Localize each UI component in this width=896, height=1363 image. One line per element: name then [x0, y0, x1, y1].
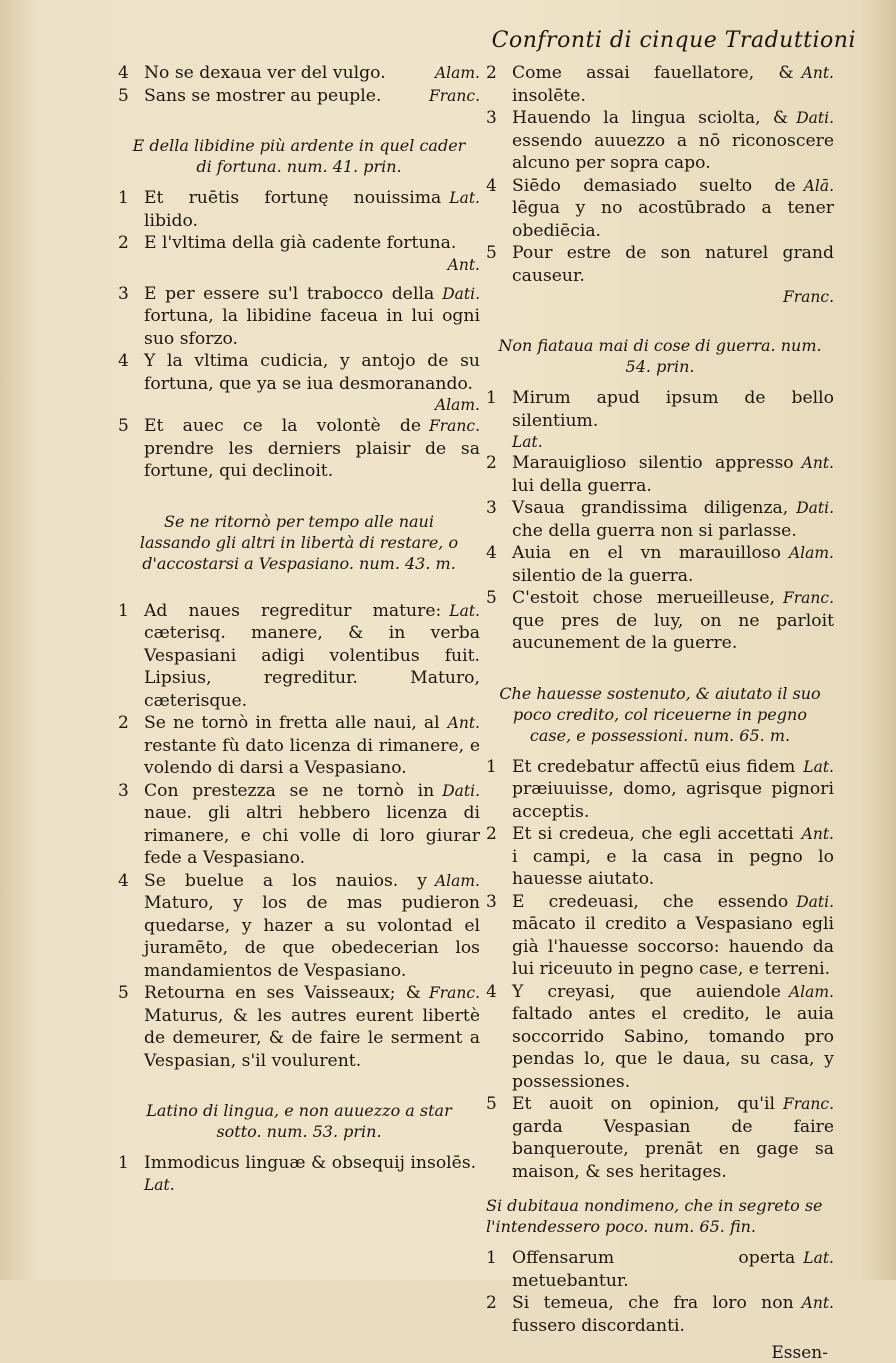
translation-entry	[486, 1247, 834, 1292]
entry-body: Pour estre de son naturel grand causeur.	[512, 243, 834, 286]
entry-body: Et credebatur affectū eius fidem præiuuisse, domo, agrisque pignori acceptis.	[512, 756, 834, 822]
entry-body: Vsaua grandissima diligenza, che della guerra non si parlasse.	[512, 498, 797, 541]
entry-text	[512, 981, 834, 1094]
entry-body: E per essere su'l trabocco della fortuna, la libidine faceua in lui ogni suo sforzo.	[144, 283, 480, 349]
catchword: Essen-	[771, 1343, 828, 1363]
entry-text	[144, 350, 480, 395]
translator-tag: Franc.	[429, 86, 480, 105]
translator-tag: Ant.	[801, 64, 834, 82]
translator-tag: Lat.	[512, 433, 543, 451]
entry-number: 1	[486, 388, 497, 408]
translation-entry	[118, 982, 480, 1072]
translator-tag: Dati.	[442, 284, 480, 303]
section-heading: Si dubitaua nondimeno, che in segreto se l'intendessero poco. num. 65. fin.	[486, 1196, 823, 1236]
translation-entry	[486, 1292, 834, 1337]
translator-tag: Lat.	[144, 1175, 175, 1194]
entry-body: Se ne tornò in fretta alle naui, al restante fù dato licenza di rimanere, e volendo di darsi a Vespasiano.	[144, 713, 480, 778]
entry-body: Marauiglioso silentio appresso lui della guerra.	[512, 453, 794, 496]
section-heading: Latino di lingua, e non auuezzo a star sotto. num. 53. prin.	[146, 1101, 452, 1141]
translation-entry	[486, 497, 834, 542]
entry-number: 2	[486, 1293, 497, 1313]
entry-number: 4	[486, 175, 497, 196]
entry-body: Ad naues regreditur mature: cæterisq. manere, & in verba Vespasiani adigi volentibus fuit. Lipsius, regreditur. Maturo, cæterisque.	[144, 600, 480, 711]
translation-entry	[118, 187, 480, 232]
entry-text	[512, 175, 834, 243]
translation-entry	[486, 62, 834, 107]
entry-text	[144, 780, 480, 870]
entry-text	[512, 497, 834, 542]
entry-number: 3	[486, 498, 497, 518]
translator-tag: Lat.	[449, 601, 480, 620]
entry-number: 1	[486, 756, 497, 777]
entry-number: 2	[118, 713, 129, 733]
translator-tag: Dati.	[796, 499, 834, 517]
translation-entry	[486, 542, 834, 587]
entry-body: Offensarum operta metuebantur.	[512, 1248, 796, 1291]
entry-text	[512, 823, 834, 891]
entry-body: Et auec ce la volontè de prendre les derniers plaisir de sa fortune, qui declinoit.	[144, 416, 480, 481]
entry-text	[512, 242, 834, 287]
entry-body: E l'vltima della già cadente fortuna.	[144, 233, 457, 253]
entry-text	[144, 187, 480, 232]
translator-tag: Lat.	[803, 757, 834, 776]
translator-tag: Ant.	[447, 714, 480, 732]
entry-text	[144, 283, 480, 351]
translation-entry	[118, 283, 480, 351]
entry-body: Se buelue a los nauios. y Maturo, y los de mas pudieron quedarse, y hazer a su volontad el juramēto, de que obedecerian los mandamientos de Vespasiano.	[144, 870, 480, 981]
entry-body: Hauendo la lingua sciolta, & essendo auuezzo a nō riconoscere alcuno per sopra capo.	[512, 108, 834, 173]
translator-tag: Alā.	[803, 176, 834, 195]
section-heading: E della libidine più ardente in quel cader di fortuna. num. 41. prin.	[132, 136, 466, 176]
translation-entry	[118, 712, 480, 780]
translation-entry	[118, 1152, 480, 1195]
translator-tag: Franc.	[783, 288, 834, 306]
translator-tag: Ant.	[447, 255, 480, 274]
translation-entry	[118, 780, 480, 870]
entry-body: Auia en el vn marauilloso silentio de la guerra.	[512, 543, 781, 586]
entry-body: Y creyasi, que auiendole faltado antes el credito, le auia soccorrido Sabino, tomando pro pendas lo, que le daua, su casa, y possessiones.	[512, 981, 834, 1092]
entry-text	[512, 452, 834, 497]
entry-text	[512, 1093, 834, 1183]
entry-body: Con prestezza se ne tornò in naue. gli altri hebbero licenza di rimanere, e chi volle di loro giurar fede a Vespasiano.	[144, 780, 480, 868]
entry-text	[144, 982, 480, 1072]
translator-tag: Franc.	[783, 1095, 834, 1113]
spacer	[486, 307, 834, 323]
translation-entry	[486, 587, 834, 655]
entry-body: Et auoit on opinion, qu'il garda Vespasian de faire banqueroute, prenāt en gage sa maison, & ses heritages.	[512, 1094, 834, 1182]
entry-number: 5	[486, 243, 497, 263]
entry-number: 2	[118, 233, 129, 253]
spacer	[486, 655, 834, 671]
entry-text	[512, 587, 834, 655]
translation-entry	[486, 242, 834, 307]
translator-tag: Ant.	[801, 1294, 834, 1312]
entry-number: 4	[486, 981, 497, 1002]
entry-number: 1	[118, 1153, 129, 1173]
entry-body: Y la vltima cudicia, y antojo de su fortuna, que ya se iua desmoranando.	[144, 351, 480, 394]
translator-tag: Ant.	[801, 825, 834, 843]
entry-text	[512, 62, 834, 107]
translator-tag: Alam.	[434, 64, 480, 82]
section-heading: Se ne ritornò per tempo alle naui lassando gli altri in libertà di restare, o d'accostarsi a Vespasiano. num. 43. m.	[139, 511, 459, 573]
entry-number: 2	[486, 63, 497, 83]
spacer	[118, 107, 480, 123]
translation-entry	[486, 107, 834, 175]
translator-tag: Lat.	[803, 1249, 834, 1267]
entry-text	[512, 891, 834, 981]
entry-number: 3	[118, 780, 129, 801]
translator-tag: Alam.	[788, 982, 834, 1001]
translation-entry	[486, 981, 834, 1094]
entry-body: Immodicus linguæ & obsequij insolēs.	[144, 1153, 477, 1173]
spacer	[118, 483, 480, 499]
translation-entry	[486, 175, 834, 243]
entry-number: 5	[486, 1094, 497, 1114]
entry-text	[144, 870, 480, 983]
spacer	[118, 1072, 480, 1088]
entry-text	[144, 85, 480, 108]
entry-number: 4	[118, 63, 129, 83]
entry-number: 5	[118, 416, 129, 436]
entry-body: Et ruētis fortunę nouissima libido.	[144, 188, 442, 231]
translation-entry	[486, 1093, 834, 1183]
entry-number: 2	[486, 453, 497, 473]
translation-entry	[118, 870, 480, 983]
entry-number: 3	[118, 283, 129, 304]
entry-text	[512, 1247, 834, 1292]
entry-text	[512, 107, 834, 175]
translator-tag: Dati.	[796, 109, 834, 127]
translation-entry	[486, 756, 834, 824]
translation-entry	[118, 415, 480, 483]
entry-text	[144, 62, 480, 85]
translation-entry	[118, 600, 480, 713]
entry-number: 2	[486, 824, 497, 844]
translation-entry	[486, 452, 834, 497]
entry-number: 4	[486, 543, 497, 563]
translator-tag: Alam.	[434, 871, 480, 890]
entry-body: Et si credeua, che egli accettati i campi, e la casa in pegno lo hauesse aiutato.	[512, 824, 834, 889]
entry-number: 3	[486, 891, 497, 912]
entry-number: 1	[118, 188, 129, 208]
translation-entry	[486, 891, 834, 981]
spacer	[118, 275, 480, 283]
entry-body: Sans se mostrer au peuple.	[144, 85, 382, 106]
left-column	[118, 62, 480, 1195]
section-heading: Che hauesse sostenuto, & aiutato il suo poco credito, col riceuerne in pegno case, e possessioni. num. 65. m.	[499, 683, 821, 745]
entry-body: Come assai fauellatore, & insolēte.	[512, 63, 794, 106]
entry-number: 5	[118, 85, 129, 106]
entry-text	[512, 387, 834, 432]
entry-body: C'estoit chose merueilleuse, que pres de luy, on ne parloit aucunement de la guerre.	[512, 588, 834, 653]
translator-tag: Dati.	[442, 781, 480, 800]
entry-text	[512, 1292, 834, 1337]
entry-body: Mirum apud ipsum de bello silentium.	[512, 388, 834, 431]
translation-entry	[118, 232, 480, 275]
translation-entry	[118, 350, 480, 415]
translator-tag: Lat.	[449, 189, 480, 207]
entry-text	[144, 1152, 480, 1175]
translator-tag: Alam.	[788, 544, 834, 562]
section-heading: Non fiataua mai di cose di guerra. num. 54. prin.	[498, 336, 822, 376]
entry-number: 5	[486, 588, 497, 608]
entry-text	[144, 600, 480, 713]
entry-body: Si temeua, che fra loro non fussero discordanti.	[512, 1293, 794, 1336]
entry-text	[512, 756, 834, 824]
entry-text	[144, 712, 480, 780]
entry-number: 3	[486, 108, 497, 128]
entry-text	[512, 542, 834, 587]
entry-number: 4	[118, 351, 129, 371]
entry-body: Siēdo demasiado suelto de lēgua y no acostūbrado a tener obediēcia.	[512, 175, 834, 241]
translation-entry	[486, 823, 834, 891]
translator-tag: Alam.	[434, 396, 480, 414]
entry-number: 1	[118, 600, 129, 621]
entry-body: No se dexaua ver del vulgo.	[144, 63, 386, 83]
translation-entry	[118, 62, 480, 85]
entry-number: 1	[486, 1248, 497, 1268]
translation-entry	[486, 387, 834, 452]
entry-text	[144, 232, 480, 255]
entry-text	[144, 415, 480, 483]
translation-entry	[118, 85, 480, 108]
spacer	[118, 584, 480, 600]
translator-tag: Franc.	[429, 417, 480, 435]
entry-number: 5	[118, 983, 129, 1003]
entry-body: E credeuasi, che essendo mācato il credito a Vespasiano egli già l'hauesse soccorso: hauendo da lui riceuuto in pegno case, e terreni.	[512, 891, 834, 979]
entry-body: Retourna en ses Vaisseaux; & Maturus, & les autres eurent libertè de demeurer, & de faire le serment a Vespasian, s'il voulurent.	[144, 983, 480, 1071]
entry-number: 4	[118, 870, 129, 891]
right-column	[486, 62, 834, 1363]
translator-tag: Franc.	[429, 984, 480, 1002]
translator-tag: Ant.	[801, 454, 834, 472]
running-head: Confronti di cinque Traduttioni	[491, 28, 856, 53]
translator-tag: Franc.	[783, 589, 834, 607]
translator-tag: Dati.	[796, 892, 834, 911]
